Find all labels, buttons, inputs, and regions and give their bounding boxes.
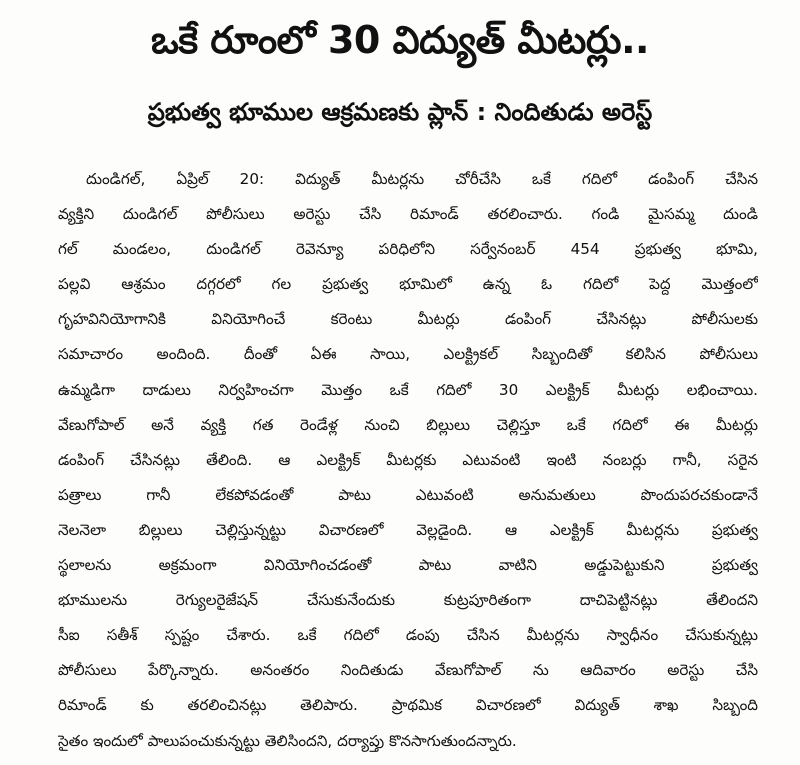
body-line: భూములను రెగ్యులరైజేషన్‌ చేసుకునేందుకు కుట్రపూరితంగా దాచిపెట్టినట్లు తేలిందని	[58, 591, 758, 610]
body-line: డంపింగ్‌ చేసినట్లు తేలింది. ఆ ఎలక్ట్రిక్‌ మీటర్లకు ఎటువంటి ఇంటి నంబర్లు గానీ, సరైన	[58, 450, 758, 469]
body-line: రిమాండ్‌ కు తరలించినట్లు తెలిపారు. ప్రాథమిక విచారణలో విద్యుత్‌ శాఖ సిబ్బంది	[58, 696, 758, 715]
body-line: సమాచారం అందింది. దీంతో ఏఈ సాయి, ఎలక్ట్రికల్‌ సిబ్బందితో కలిసిన పోలీసులు	[58, 345, 758, 364]
body-line: పల్లవి ఆశ్రమం దగ్గరలో గల ప్రభుత్వ భూమిలో ఉన్న ఓ గదిలో పెద్ద మొత్తంలో	[58, 275, 758, 294]
body-line: గృహవినియోగానికి వినియోగించే కరెంటు మీటర్లు డంపింగ్‌ చేసినట్లు పోలీసులకు	[58, 310, 758, 329]
body-line: వ్యక్తిని దుండిగల్‌ పోలీసులు అరెస్టు చేసి రిమాండ్‌ తరలించారు. గండి మైసమ్మ దుండి	[58, 205, 758, 224]
body-line: సీఐ సతీశ్‌ స్పష్టం చేశారు. ఒకే గదిలో డంపు చేసిన మీటర్లను స్వాధీనం చేసుకున్నట్లు	[58, 626, 758, 645]
headline: ఒకే రూంలో 30 విద్యుత్‌ మీటర్లు..	[151, 18, 649, 62]
body-line: స్థలాలను అక్రమంగా వినియోగించడంతో పాటు వాటిని అడ్డుపెట్టుకుని ప్రభుత్వ	[58, 556, 758, 575]
body-line: పత్రాలు గానీ లేకపోవడంతో పాటు ఎటువంటి అనుమతులు పొందుపరచకుండానే	[58, 485, 758, 504]
body-line: పోలీసులు పేర్కొన్నారు. అనంతరం నిందితుడు వేణుగోపాల్‌ ను ఆదివారం అరెస్టు చేసి	[58, 661, 758, 680]
article-body	[58, 162, 758, 759]
subheadline: ప్రభుత్వ భూముల ఆక్రమణకు ప్లాన్‌ : నిందితుడు అరెస్ట్‌	[147, 98, 653, 126]
body-line: నెలనెలా బిల్లులు చెల్లిస్తున్నట్టు విచారణలో వెల్లడైంది. ఆ ఎలక్ట్రిక్‌ మీటర్లను ప్రభుత్వ	[58, 520, 758, 539]
body-line: దుండిగల్‌, ఏప్రిల్‌ 20: విద్యుత్‌ మీటర్లను చోరీచేసి ఒకే గదిలో డంపింగ్‌ చేసిన	[86, 170, 758, 188]
body-line: గల్‌ మండలం, దుండిగల్‌ రెవెన్యూ పరిధిలోని సర్వేనంబర్‌ 454 ప్రభుత్వ భూమి,	[58, 240, 758, 259]
body-line: ఉమ్మడిగా దాడులు నిర్వహించగా మొత్తం ఒకే గదిలో 30 ఎలక్ట్రిక్‌ మీటర్లు లభించాయి.	[58, 380, 758, 399]
body-line: వేణుగోపాల్‌ అనే వ్యక్తి గత రెండేళ్ల నుంచి బిల్లులు చెల్లిస్తూ ఒకే గదిలో ఈ మీటర్లు	[58, 415, 758, 434]
body-line: సైతం ఇందులో పాలుపంచుకున్నట్టు తెలిసిందని, దర్యాప్తు కొనసాగుతుందన్నారు.	[58, 731, 517, 750]
